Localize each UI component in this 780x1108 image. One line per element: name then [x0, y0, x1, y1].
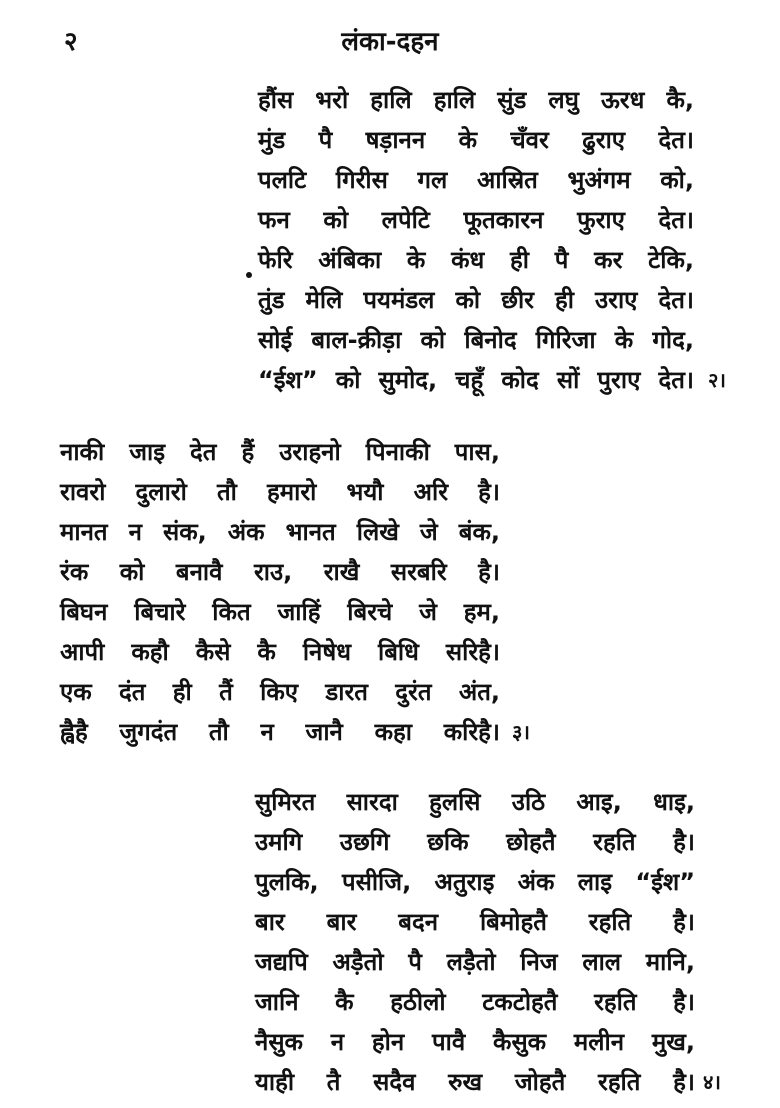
verse-text: मानत न संक, अंक भानत लिखे जे बंक,: [60, 518, 500, 546]
verse-line: [255, 782, 695, 822]
verse-line: [60, 432, 500, 472]
verse-text: बार बार बदन बिमोहतै रहति है।: [255, 908, 695, 936]
verse-text: याही तै सदैव रुख जोहतै रहति है।: [255, 1068, 695, 1096]
verse-line: [255, 822, 695, 862]
verse-line: [255, 902, 695, 942]
verse-text: तुंड मेलि पयमंडल को छीर ही उराए देत।: [258, 286, 694, 314]
verse-text: फेरि अंबिका के कंध ही पै कर टेकि,: [258, 246, 694, 274]
verse-text: “ईश” को सुमोद, चहूँ कोद सों पुराए देत।: [258, 366, 694, 394]
page-title: लंका-दहन: [341, 27, 439, 57]
stanza-2: [258, 80, 726, 400]
stanza-3: [60, 432, 530, 752]
verse-text: उमगि उछगि छकि छोहतै रहति है।: [255, 828, 695, 856]
verse-line: [255, 982, 695, 1022]
verse-text: रंक को बनावै राउ, राखै सरबरि है।: [60, 558, 500, 586]
verse-text: पलटि गिरीस गल आस्रित भुअंगम को,: [258, 166, 694, 194]
verse-text: नैसुक न होन पावै कैसुक मलीन मुख,: [255, 1028, 695, 1056]
verse-line: [60, 672, 500, 712]
verse-text: हौंस भरो हालि हालि सुंड लघु ऊरध कै,: [258, 86, 694, 114]
verse-text: नाकी जाइ देत हैं उराहनो पिनाकी पास,: [60, 438, 500, 466]
verse-text: आपी कहौ कैसे कै निषेध बिधि सरिहै।: [60, 638, 500, 666]
verse-text: फन को लपेटि फूतकारन फुराए देत।: [258, 206, 694, 234]
verse-line: [258, 320, 694, 360]
verse-line: [258, 200, 694, 240]
verse-text: पुलकि, पसीजि, अतुराइ अंक लाइ “ईश”: [255, 868, 695, 896]
verse-line: [60, 592, 500, 632]
verse-line: [60, 512, 500, 552]
verse-line: [60, 472, 500, 512]
verse-text: बिघन बिचारे कित जाहिं बिरचे जे हम,: [60, 598, 500, 626]
verse-line: [255, 1062, 721, 1102]
verse-text: सुमिरत सारदा हुलसि उठि आइ, धाइ,: [255, 788, 695, 816]
stanza-4: [255, 782, 721, 1102]
verse-line: [255, 942, 695, 982]
verse-number: २।: [708, 368, 726, 392]
page-number: २: [64, 27, 78, 57]
verse-text: मुंड पै षड़ानन के चँवर ढुराए देत।: [258, 126, 694, 154]
verse-line: [258, 120, 694, 160]
verse-number: ३।: [512, 720, 530, 744]
verse-line: [258, 240, 694, 280]
verse-line: [258, 360, 726, 400]
verse-line: [258, 80, 694, 120]
ink-speck: [246, 272, 252, 278]
verse-line: [258, 160, 694, 200]
verse-line: [60, 552, 500, 592]
verse-line: [60, 712, 530, 752]
verse-number: ४।: [703, 1070, 721, 1094]
verse-text: एक दंत ही तैं किए डारत दुरंत अंत,: [60, 678, 500, 706]
verse-text: जद्यपि अड़ैतो पै लड़ैतो निज लाल मानि,: [255, 948, 695, 976]
verse-text: सोई बाल-क्रीड़ा को बिनोद गिरिजा के गोद,: [258, 326, 694, 354]
verse-text: जानि कै हठीलो टकटोहतै रहति है।: [255, 988, 695, 1016]
verse-text: रावरो दुलारो तौ हमारो भयौ अरि है।: [60, 478, 500, 506]
verse-text: ह्वैहै जुगदंत तौ न जानै कहा करिहै।: [60, 718, 500, 746]
verse-line: [255, 1022, 695, 1062]
verse-line: [60, 632, 500, 672]
verse-line: [255, 862, 695, 902]
verse-line: [258, 280, 694, 320]
